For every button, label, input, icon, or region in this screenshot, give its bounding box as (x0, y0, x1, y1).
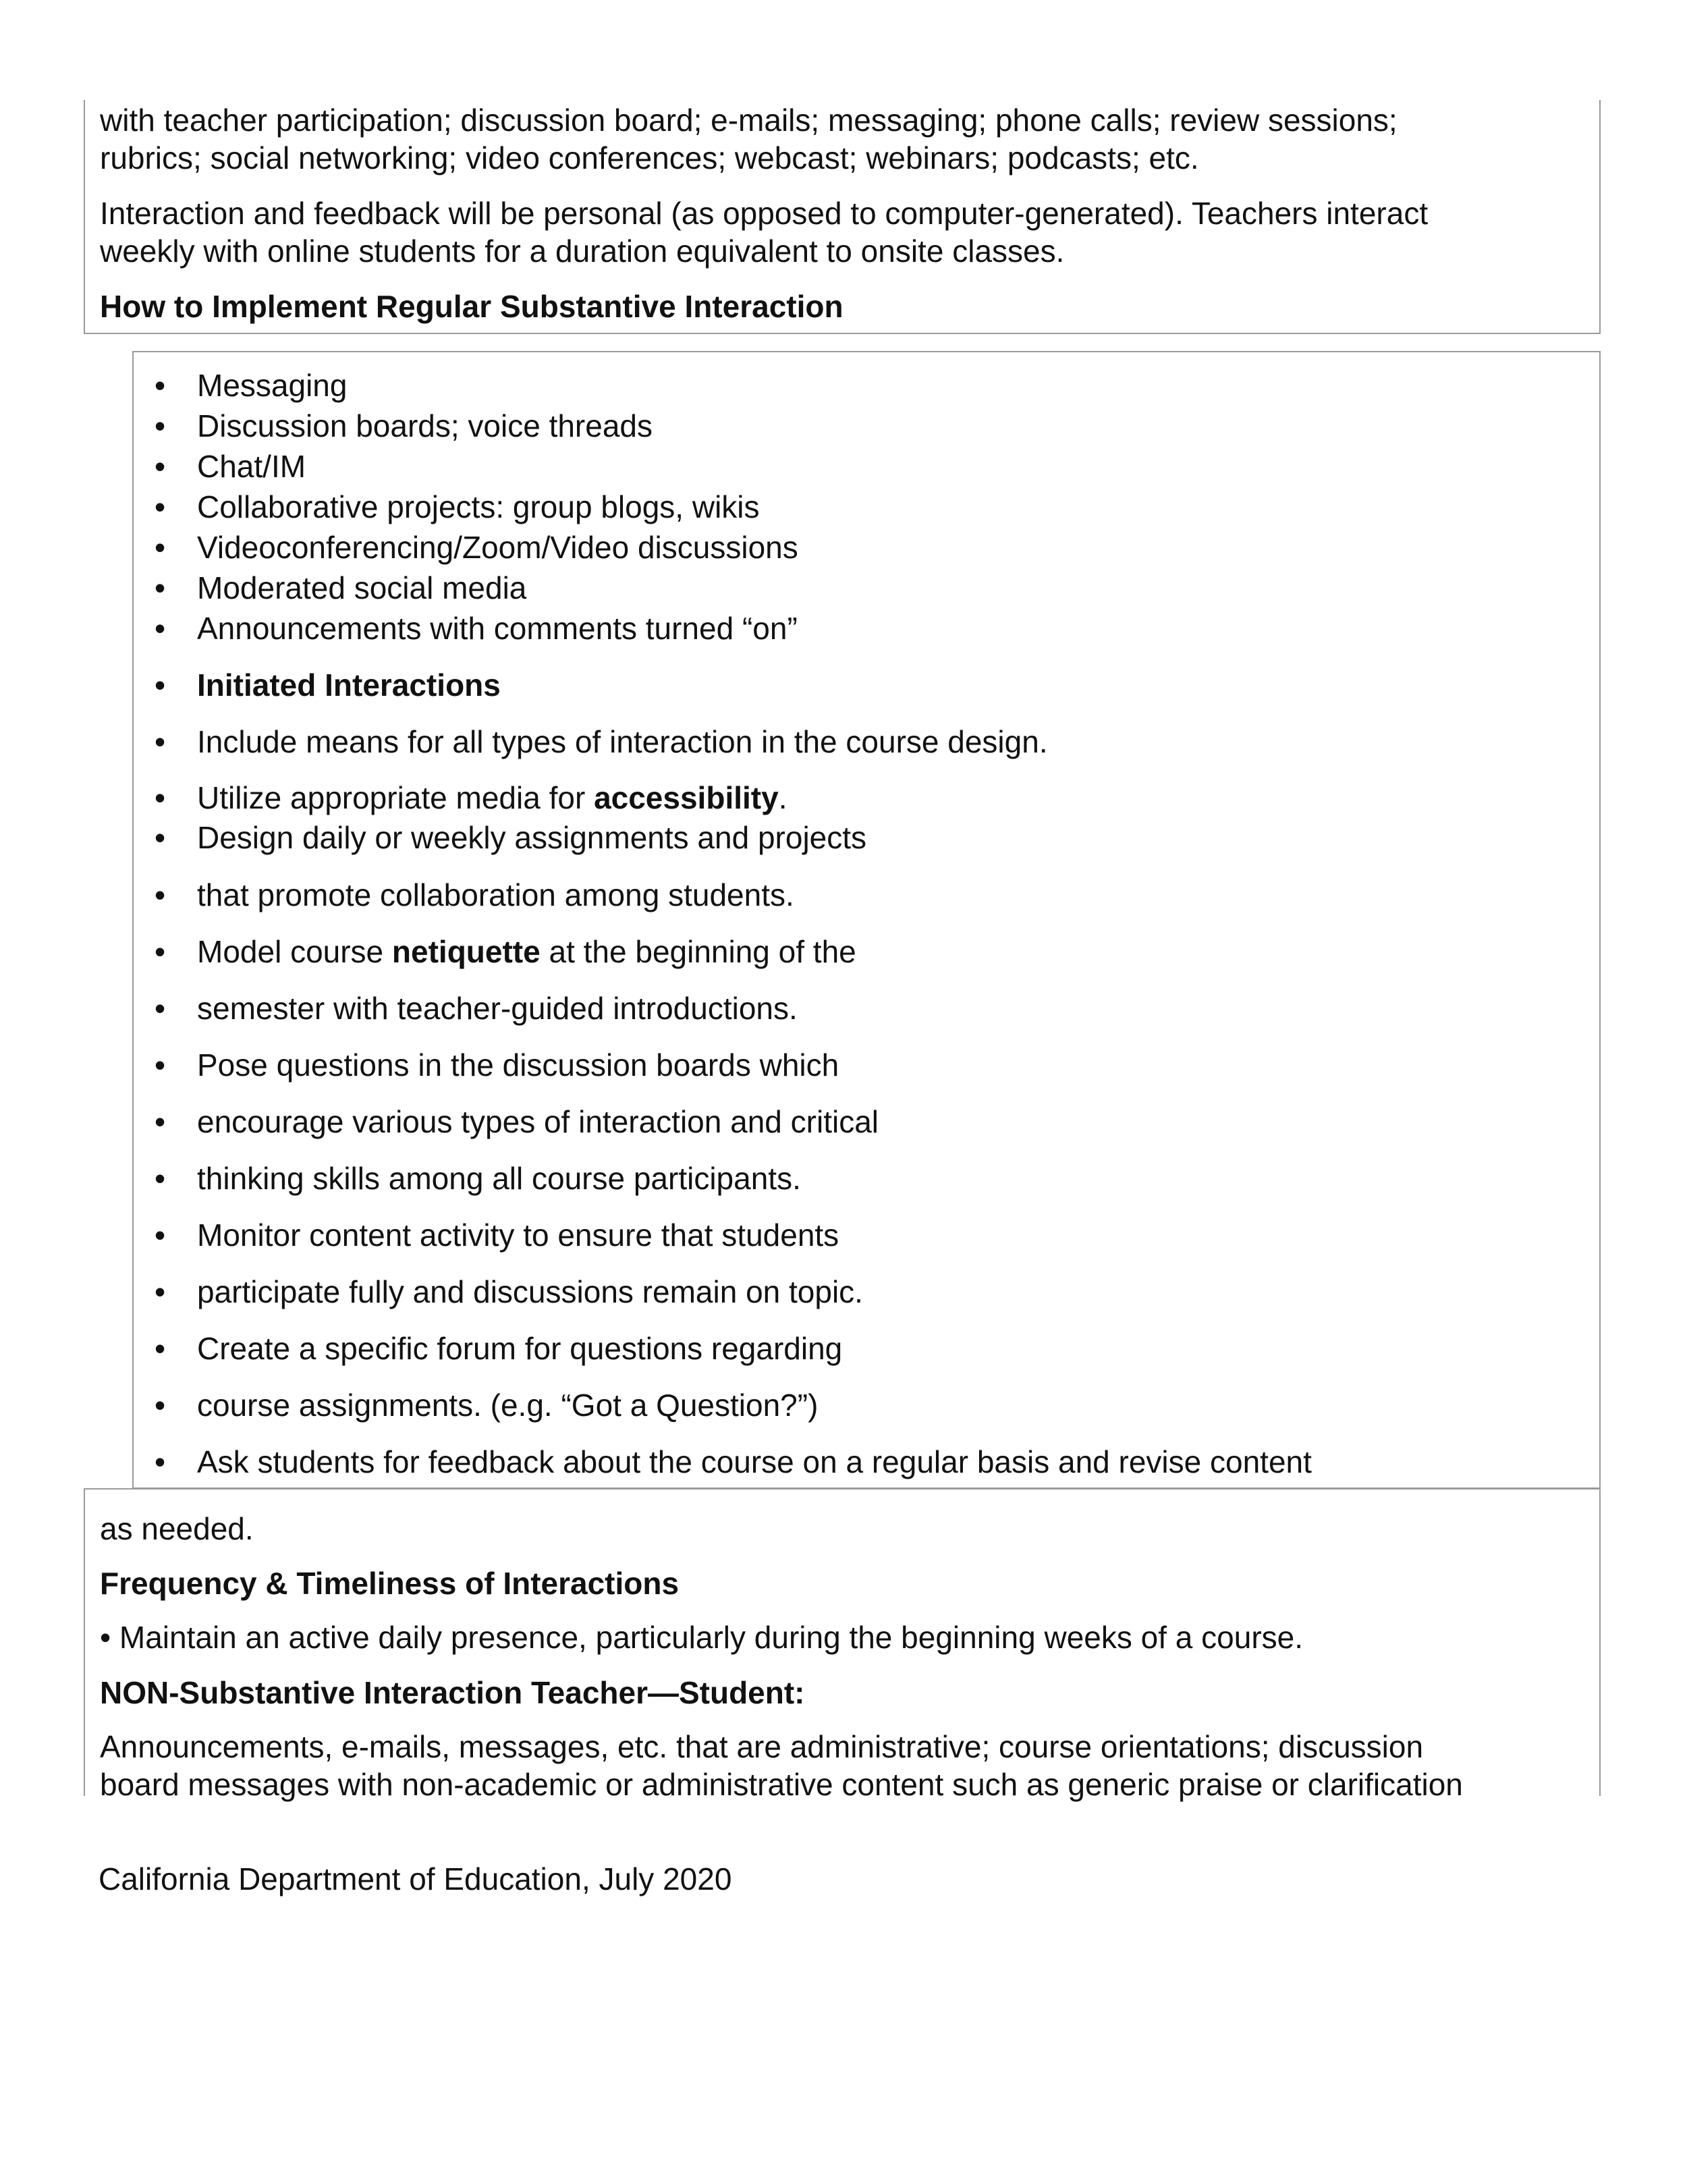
list-item: Ask students for feedback about the course on a regular basis and revise content (197, 1444, 1312, 1479)
bullet-icon: • (154, 368, 166, 403)
interaction-paragraph-line-1: Interaction and feedback will be personal (as opposed to computer-generated). Teachers interact (100, 196, 1429, 231)
bullet-icon: • (154, 991, 166, 1026)
list-item: Pose questions in the discussion boards which (197, 1047, 839, 1083)
frequency-bullet-line: • Maintain an active daily presence, particularly during the beginning weeks of a course. (100, 1620, 1303, 1655)
bullet-icon: • (154, 449, 166, 484)
list-item: Chat/IM (197, 449, 306, 484)
bullet-icon: • (154, 1388, 166, 1423)
list-item: Collaborative projects: group blogs, wikis (197, 489, 760, 524)
bullet-icon: • (154, 1331, 166, 1366)
bullet-icon: • (154, 408, 166, 443)
top-line-1: with teacher participation; discussion board; e-mails; messaging; phone calls; review sessions; (100, 103, 1398, 138)
page-footer: California Department of Education, July 2020 (99, 1861, 732, 1896)
bullet-icon: • (154, 611, 166, 646)
bullet-icon: • (154, 667, 166, 703)
list-item: participate fully and discussions remain on topic. (197, 1274, 863, 1309)
list-item: Moderated social media (197, 570, 527, 605)
list-item: semester with teacher-guided introductions. (197, 991, 798, 1026)
section-heading-implement: How to Implement Regular Substantive Interaction (100, 289, 844, 324)
bullet-icon: • (154, 724, 166, 759)
list-item: that promote collaboration among students. (197, 877, 794, 912)
bullet-icon: • (154, 1274, 166, 1309)
bullet-icon: • (154, 820, 166, 855)
bullet-icon: • (154, 1444, 166, 1479)
netiquette-emphasis: netiquette (391, 934, 541, 969)
bullet-icon: • (154, 570, 166, 605)
list-item: Include means for all types of interaction in the course design. (197, 724, 1048, 759)
non-substantive-paragraph-line-1: Announcements, e-mails, messages, etc. that are administrative; course orientations; discussion (100, 1729, 1424, 1764)
accessibility-emphasis: accessibility (594, 780, 779, 815)
list-item: thinking skills among all course participants. (197, 1161, 801, 1196)
continuation-text: as needed. (100, 1511, 254, 1546)
top-line-2: rubrics; social networking; video conferences; webcast; webinars; podcasts; etc. (100, 140, 1199, 175)
list-item: Videoconferencing/Zoom/Video discussions (197, 530, 798, 565)
list-item-netiquette: Model course netiquette at the beginning of the (197, 934, 856, 969)
bullet-icon: • (154, 530, 166, 565)
bullet-icon: • (154, 489, 166, 524)
list-item: Messaging (197, 368, 348, 403)
bullet-icon: • (154, 1161, 166, 1196)
section-heading-non-substantive: NON-Substantive Interaction Teacher—Student: (100, 1675, 805, 1710)
non-substantive-paragraph-line-2: board messages with non-academic or administrative content such as generic praise or clarification (100, 1767, 1463, 1802)
interaction-paragraph-line-2: weekly with online students for a duration equivalent to onsite classes. (100, 234, 1065, 269)
list-item-initiated-interactions: Initiated Interactions (197, 667, 501, 703)
list-item: encourage various types of interaction and critical (197, 1104, 879, 1139)
bullet-icon: • (154, 934, 166, 969)
list-item: course assignments. (e.g. “Got a Question?”) (197, 1388, 819, 1423)
bullet-icon: • (154, 1104, 166, 1139)
list-item: Announcements with comments turned “on” (197, 611, 798, 646)
list-item: Create a specific forum for questions regarding (197, 1331, 843, 1366)
bullet-icon: • (154, 1047, 166, 1083)
section-heading-frequency: Frequency & Timeliness of Interactions (100, 1566, 680, 1601)
bullet-icon: • (154, 780, 166, 815)
bullet-icon: • (154, 1218, 166, 1253)
list-item: Discussion boards; voice threads (197, 408, 653, 443)
list-item: Design daily or weekly assignments and projects (197, 820, 867, 855)
list-item-accessibility: Utilize appropriate media for accessibility. (197, 780, 787, 815)
bullet-icon: • (154, 877, 166, 912)
list-item: Monitor content activity to ensure that students (197, 1218, 839, 1253)
